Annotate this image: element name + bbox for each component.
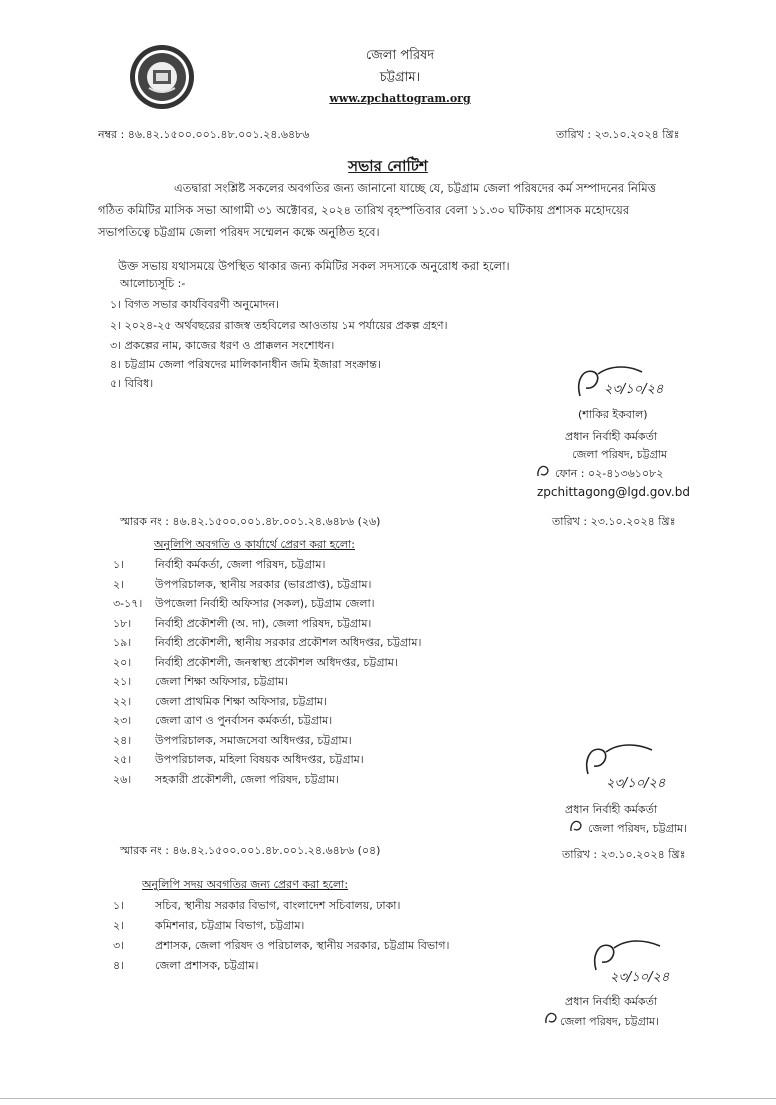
list-item-number: ২০। (113, 655, 132, 669)
list-item-number: ২৩। (113, 714, 132, 727)
page-bottom-edge (0, 1098, 776, 1099)
initials-mark (568, 817, 586, 835)
agenda-item: ৩। প্রকল্পের নাম, কাজের ধরণ ও প্রাক্কলন সংশোধন। (110, 339, 335, 352)
list-item-text: জেলা প্রশাসক, চট্টগ্রাম। (155, 959, 259, 972)
list-item-number: ১৯। (113, 636, 132, 649)
agenda-item: ২। ২০২৪-২৫ অর্থবছরের রাজস্ব তহবিলের আওতায় ১ম পর্যায়ের প্রকল্প গ্রহণ। (110, 319, 448, 332)
list-item-text: নির্বাহী প্রকৌশলী, স্থানীয় সরকার প্রকৌশল অধিদপ্তর, চট্টগ্রাম। (155, 636, 422, 649)
signatory-email: zpchittagong@lgd.gov.bd (537, 485, 690, 499)
signature-date: ২৩/১০/২৪ (606, 776, 666, 791)
list-item-text: জেলা শিক্ষা অফিসার, চট্টগ্রাম। (155, 675, 288, 688)
copy2-office: জেলা পরিষদ, চট্টগ্রাম। (560, 1015, 660, 1028)
copy2-designation: প্রধান নির্বাহী কর্মকর্তা (565, 995, 658, 1008)
copy2-date: তারিখ : ২৩.১০.২০২৪ খ্রিঃ (562, 848, 686, 861)
copy1-heading: অনুলিপি অবগতি ও কার্যার্থে প্রেরণ করা হলো: (154, 538, 355, 551)
list-item-text: উপপরিচালক, মহিলা বিষয়ক অধিদপ্তর, চট্টগ্রাম। (155, 753, 364, 766)
signatory-phone: ফোন : ০২-৪১৩৬১০৮২ (555, 467, 664, 480)
initials-mark (543, 1009, 561, 1027)
list-item-text: নির্বাহী প্রকৌশলী (অ. দা), জেলা পরিষদ, চট্টগ্রাম। (155, 616, 372, 630)
org-name: জেলা পরিষদ (365, 48, 435, 63)
list-item-text: উপজেলা নির্বাহী অফিসার (সকল), চট্টগ্রাম জেলা। (155, 597, 375, 610)
signatory-office: জেলা পরিষদ, চট্টগ্রাম (572, 448, 668, 461)
list-item-number: ৩-১৭। (113, 597, 143, 610)
list-item-number: ২। (113, 577, 125, 591)
list-item-number: ২৬। (113, 772, 132, 786)
list-item-number: ১৮। (113, 616, 132, 630)
list-item-number: ২১। (113, 675, 132, 688)
list-item-number: ১। (113, 899, 125, 912)
notice-title: সভার নোটিশ (348, 157, 428, 175)
agenda-item: ১। বিগত সভার কার্যবিবরণী অনুমোদন। (110, 298, 280, 311)
org-website: www.zpchattogram.org (329, 92, 471, 105)
list-item-number: ২। (113, 919, 125, 932)
body-line-4: উক্ত সভায় যথাসময়ে উপস্থিত থাকার জন্য কমিটির সকল সদস্যকে অনুরোধ করা হলো। (118, 259, 510, 273)
list-item-text: জেলা প্রাথমিক শিক্ষা অফিসার, চট্টগ্রাম। (155, 694, 327, 708)
body-line-2: গঠিত কমিটির মাসিক সভা আগামী ৩১ অক্টোবর, ২০২৪ তারিখ বৃহস্পতিবার বেলা ১১.৩০ ঘটিকায় প্রশাসক মহোদয়ের (98, 203, 630, 217)
list-item-text: উপপরিচালক, স্থানীয় সরকার (ভারপ্রাপ্ত), চট্টগ্রাম। (155, 577, 372, 591)
list-item-text: নির্বাহী প্রকৌশলী, জনস্বাস্থ্য প্রকৌশল অধিদপ্তর, চট্টগ্রাম। (155, 655, 398, 669)
org-city: চট্টগ্রাম। (379, 70, 421, 85)
list-item-text: জেলা ত্রাণ ও পুনর্বাসন কর্মকর্তা, চট্টগ্রাম। (155, 714, 333, 727)
signature-date: ২৩/১০/২৪ (610, 970, 670, 985)
initials-mark (535, 462, 553, 480)
list-item-text: সচিব, স্থানীয় সরকার বিভাগ, বাংলাদেশ সচিবালয়, ঢাকা। (155, 899, 401, 912)
body-line-1: এতদ্বারা সংশ্লিষ্ট সকলের অবগতির জন্য জানানো যাচ্ছে যে, চট্টগ্রাম জেলা পরিষদের কর্ম সম্পাদনের নিমিত্ত (174, 181, 656, 195)
agenda-item: ৪। চট্টগ্রাম জেলা পরিষদের মালিকানাধীন জমি ইজারা সংক্রান্ত। (110, 358, 381, 371)
list-item-number: ২৪। (113, 733, 132, 747)
copy1-designation: প্রধান নির্বাহী কর্মকর্তা (565, 803, 658, 816)
body-line-3: সভাপতিত্বে চট্টগ্রাম জেলা পরিষদ সম্মেলন কক্ষে অনুষ্ঠিত হবে। (98, 225, 380, 239)
list-item-text: কমিশনার, চট্টগ্রাম বিভাগ, চট্টগ্রাম। (155, 919, 305, 932)
copy2-memo: স্মারক নং : ৪৬.৪২.১৫০০.০০১.৪৮.০০১.২৪.৬৪৮৬ (০৪) (120, 844, 381, 857)
agenda-heading: আলোচ্যসূচি :- (120, 277, 186, 290)
list-item-number: ৪। (113, 959, 125, 972)
memo-date: তারিখ : ২৩.১০.২০২৪ খ্রিঃ (556, 128, 680, 141)
list-item-text: উপপরিচালক, সমাজসেবা অধিদপ্তর, চট্টগ্রাম। (155, 733, 352, 747)
list-item-text: প্রশাসক, জেলা পরিষদ ও পরিচালক, স্থানীয় সরকার, চট্টগ্রাম বিভাগ। (155, 939, 450, 952)
copy1-date: তারিখ : ২৩.১০.২০২৪ খ্রিঃ (552, 515, 676, 528)
list-item-text: সহকারী প্রকৌশলী, জেলা পরিষদ, চট্টগ্রাম। (155, 772, 339, 786)
signature-date: ২৩/১০/২৪ (604, 382, 664, 397)
list-item-number: ২২। (113, 694, 132, 708)
signatory-designation: প্রধান নির্বাহী কর্মকর্তা (565, 430, 658, 443)
copy1-memo: স্মারক নং : ৪৬.৪২.১৫০০.০০১.৪৮.০০১.২৪.৬৪৮৬ (২৬) (120, 515, 381, 528)
list-item-text: নির্বাহী কর্মকর্তা, জেলা পরিষদ, চট্টগ্রাম। (155, 558, 326, 571)
signatory-name: (শাকির ইকবাল) (578, 408, 648, 421)
list-item-number: ৩। (113, 939, 125, 952)
agenda-item: ৫। বিবিধ। (110, 377, 154, 390)
memo-number: নম্বর : ৪৬.৪২.১৫০০.০০১.৪৮.০০১.২৪.৬৪৮৬ (98, 128, 310, 141)
district-council-seal-icon (129, 44, 195, 110)
list-item-number: ২৫। (113, 753, 132, 766)
copy2-heading: অনুলিপি সদয় অবগতির জন্য প্রেরণ করা হলো: (142, 878, 349, 891)
list-item-number: ১। (113, 558, 125, 571)
copy1-office: জেলা পরিষদ, চট্টগ্রাম। (588, 822, 688, 835)
